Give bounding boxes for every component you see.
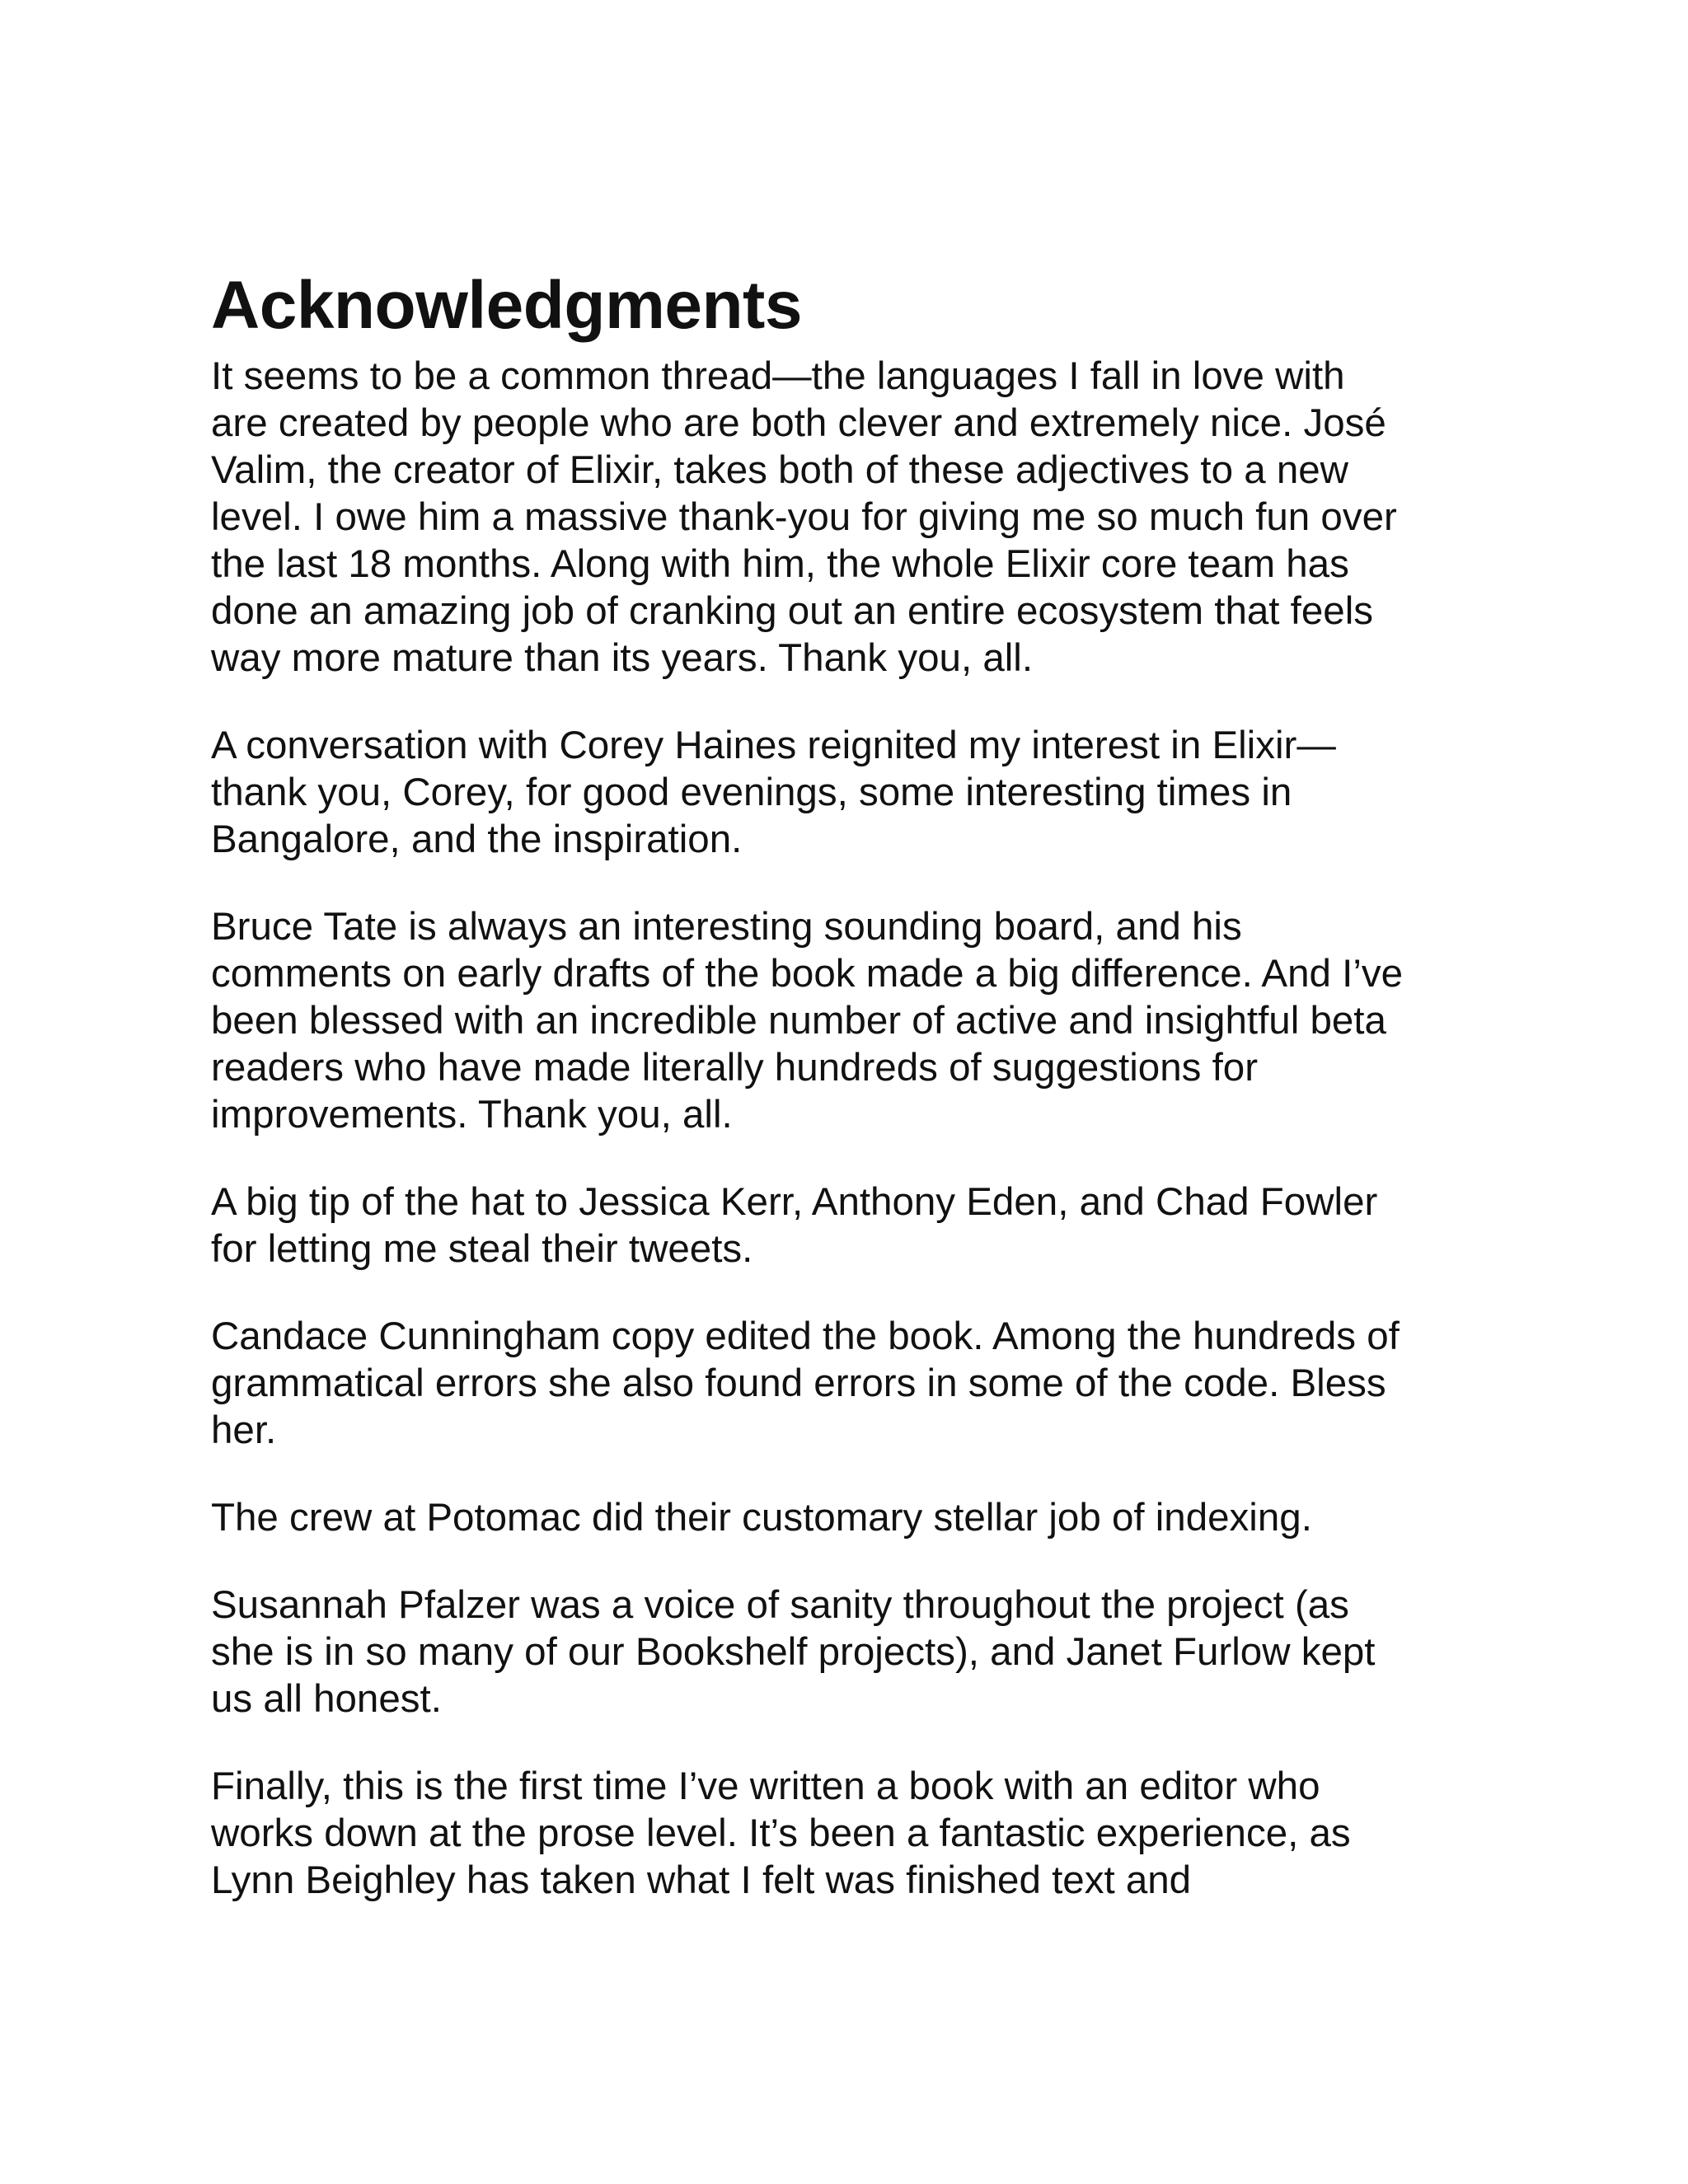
text-line: us all honest. (211, 1677, 442, 1721)
text-line: readers who have made literally hundreds of suggestions for (211, 1046, 1259, 1090)
text-line: her. (211, 1408, 277, 1452)
text-line: works down at the prose level. It’s been a fantastic experience, as (211, 1811, 1351, 1855)
paragraph-jose-valim (211, 353, 1497, 682)
text-line: grammatical errors she also found errors in some of the code. Bless (211, 1361, 1386, 1405)
paragraph-tweets (211, 1179, 1497, 1272)
text-line: improvements. Thank you, all. (211, 1093, 733, 1137)
text-line: A big tip of the hat to Jessica Kerr, Anthony Eden, and Chad Fowler (211, 1180, 1378, 1224)
text-line: Lynn Beighley has taken what I felt was finished text and (211, 1858, 1192, 1902)
text-line: she is in so many of our Bookshelf projects), and Janet Furlow kept (211, 1630, 1376, 1674)
text-line: done an amazing job of cranking out an entire ecosystem that feels (211, 589, 1374, 633)
page-content (211, 262, 1497, 1904)
text-line: Candace Cunningham copy edited the book. Among the hundreds of (211, 1315, 1400, 1358)
text-line: thank you, Corey, for good evenings, some interesting times in (211, 771, 1292, 814)
text-line: The crew at Potomac did their customary stellar job of indexing. (211, 1496, 1312, 1540)
paragraph-corey-haines (211, 722, 1497, 863)
text-line: the last 18 months. Along with him, the whole Elixir core team has (211, 542, 1349, 586)
paragraph-susannah-pfalzer (211, 1582, 1497, 1722)
text-line: Valim, the creator of Elixir, takes both of these adjectives to a new (211, 448, 1348, 492)
text-line: A conversation with Corey Haines reignited my interest in Elixir— (211, 724, 1336, 767)
page-title: Acknowledgments (211, 268, 802, 343)
paragraph-indexing (211, 1494, 1497, 1541)
text-line: way more mature than its years. Thank you, all. (211, 636, 1034, 680)
paragraph-bruce-tate (211, 903, 1497, 1138)
paragraph-editor (211, 1763, 1497, 1904)
text-line: Finally, this is the first time I’ve written a book with an editor who (211, 1765, 1320, 1808)
text-line: level. I owe him a massive thank-you for giving me so much fun over (211, 495, 1397, 539)
text-line: are created by people who are both clever and extremely nice. José (211, 401, 1386, 445)
text-line: comments on early drafts of the book made a big difference. And I’ve (211, 952, 1404, 996)
text-line: It seems to be a common thread—the languages I fall in love with (211, 354, 1345, 398)
text-line: Bruce Tate is always an interesting sounding board, and his (211, 905, 1242, 949)
text-line: Bangalore, and the inspiration. (211, 818, 743, 861)
text-line: Susannah Pfalzer was a voice of sanity throughout the project (as (211, 1583, 1349, 1627)
paragraph-copy-editor (211, 1313, 1497, 1454)
text-line: been blessed with an incredible number of active and insightful beta (211, 999, 1386, 1043)
text-line: for letting me steal their tweets. (211, 1227, 753, 1271)
